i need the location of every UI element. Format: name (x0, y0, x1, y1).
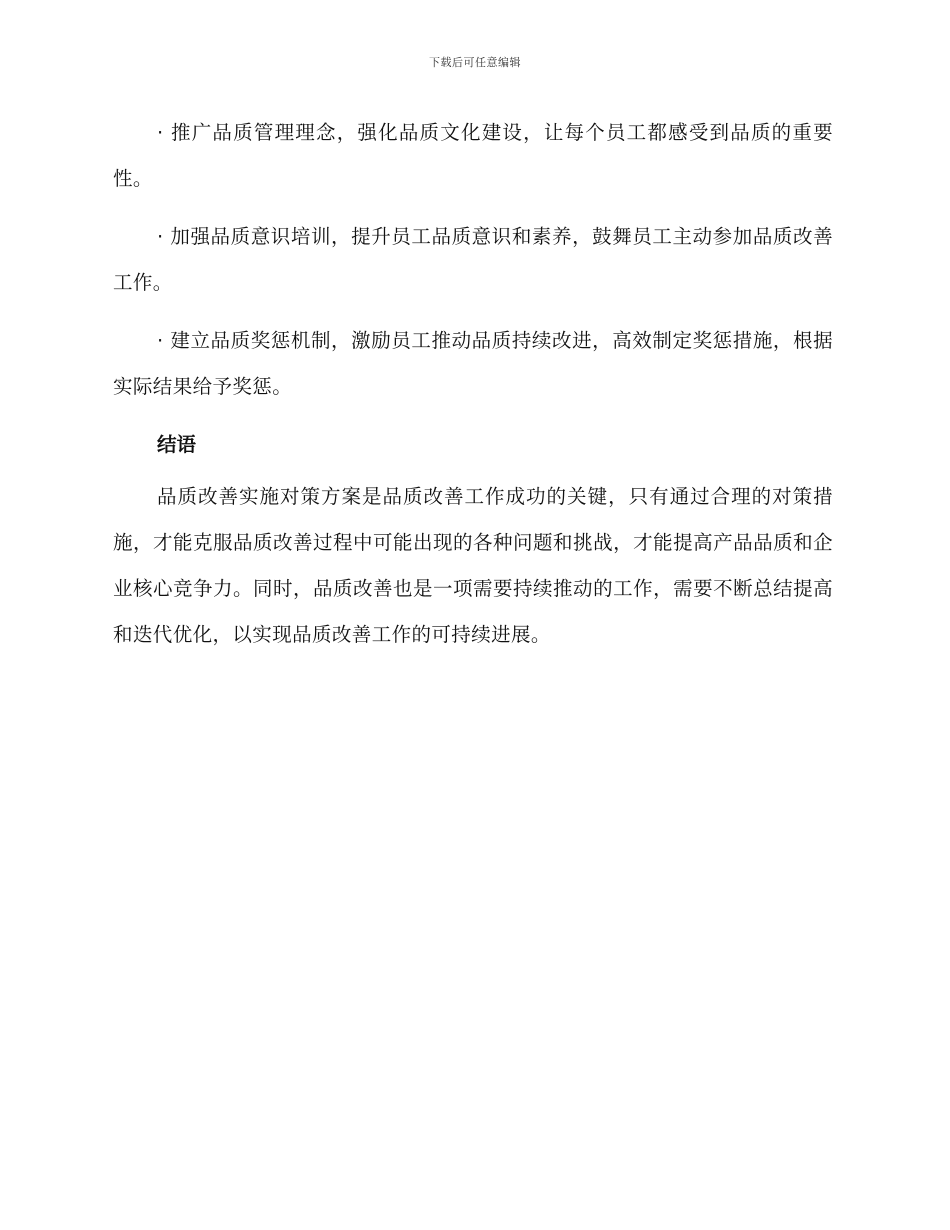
conclusion-paragraph: 品质改善实施对策方案是品质改善工作成功的关键，只有通过合理的对策措施，才能克服品质改善过程中可能出现的各种问题和挑战，才能提高产品品质和企业核心竞争力。同时，品质改善也是一项需要持续推动的工作，需要不断总结提高和迭代优化，以实现品质改善工作的可持续进展。 (113, 485, 833, 646)
section-heading-conclusion: 结语 (157, 433, 197, 456)
bullet-paragraph: · 推广品质管理理念，强化品质文化建设，让每个员工都感受到品质的重要性。 (113, 121, 833, 190)
bullet-paragraph: · 加强品质意识培训，提升员工品质意识和素养，鼓舞员工主动参加品质改善工作。 (113, 225, 833, 294)
document-body (113, 110, 833, 670)
header-note: 下载后可任意编辑 (429, 56, 521, 69)
bullet-paragraph: · 建立品质奖惩机制，激励员工推动品质持续改进，高效制定奖惩措施，根据实际结果给予奖惩。 (113, 329, 833, 398)
